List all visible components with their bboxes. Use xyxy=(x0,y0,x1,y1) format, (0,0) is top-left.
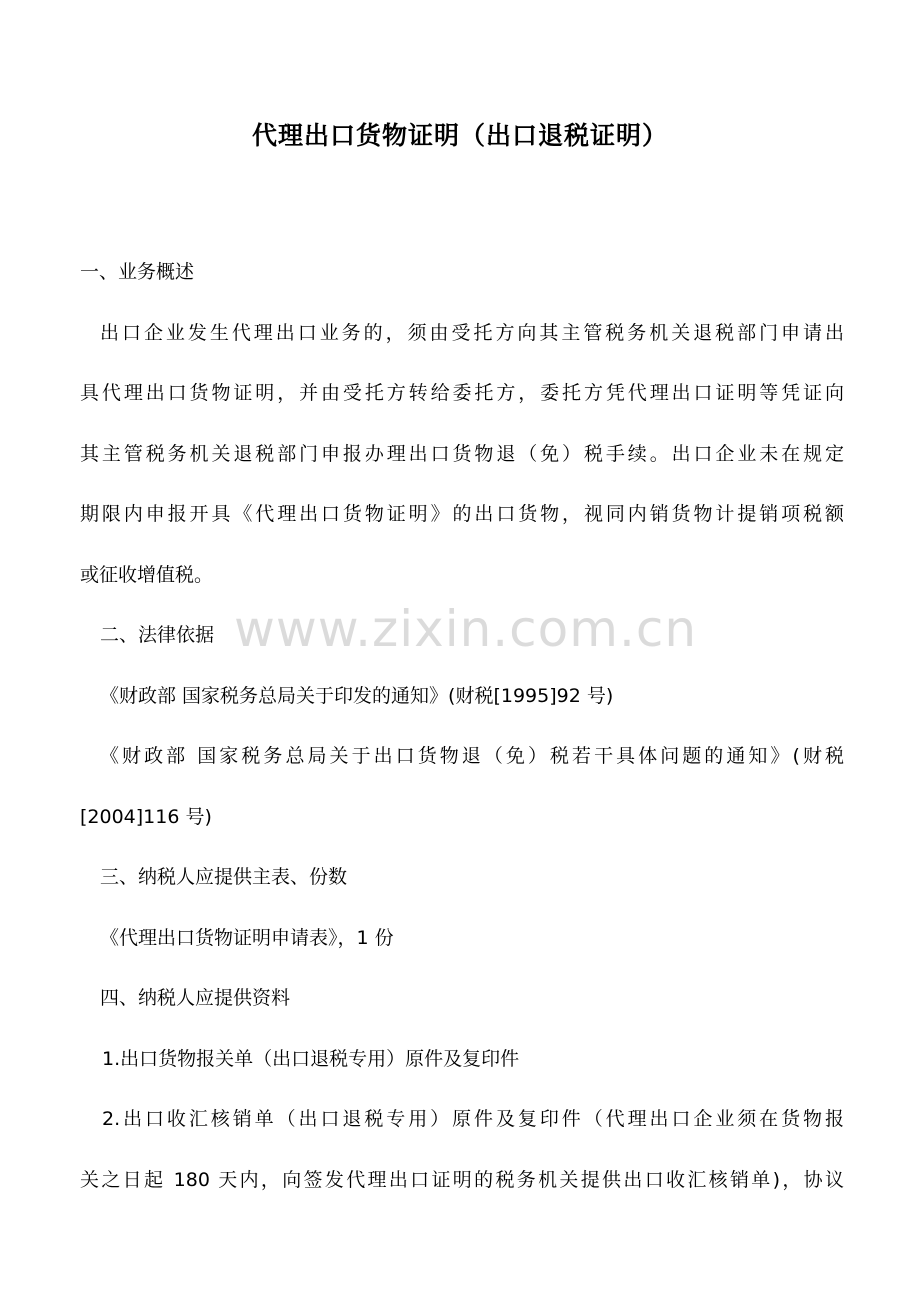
form-item-line: 《代理出口货物证明申请表》，1 份 xyxy=(100,926,394,949)
paragraph-line: 期限内申报开具《代理出口货物证明》的出口货物，视同内销货物计提销项税额 xyxy=(80,503,844,525)
watermark: www.zixin.com.cn xyxy=(234,600,698,658)
paragraph-line: 具代理出口货物证明，并由受托方转给委托方，委托方凭代理出口证明等凭证向 xyxy=(80,382,844,404)
section-heading-materials: 四、纳税人应提供资料 xyxy=(100,987,291,1009)
legal-reference-line: 《财政部 国家税务总局关于印发的通知》(财税[1995]92 号) xyxy=(100,684,614,707)
paragraph-line: 出口企业发生代理出口业务的，须由受托方向其主管税务机关退税部门申请出 xyxy=(100,321,844,344)
section-heading-overview: 一、业务概述 xyxy=(80,261,195,283)
section-heading-legal-basis: 二、法律依据 xyxy=(100,624,215,646)
section-heading-main-forms: 三、纳税人应提供主表、份数 xyxy=(100,866,348,888)
document-body xyxy=(80,252,844,1220)
paragraph-line: 或征收增值税。 xyxy=(80,563,214,586)
legal-reference-line: 《财政部 国家税务总局关于出口货物退（免）税若干具体问题的通知》(财税 xyxy=(100,745,844,767)
document-title: 代理出口货物证明（出口退税证明） xyxy=(251,121,668,150)
legal-reference-line: [2004]116 号) xyxy=(80,805,212,828)
material-item-line: 2.出口收汇核销单（出口退税专用）原件及复印件（代理出口企业须在货物报 xyxy=(102,1108,844,1130)
material-item-line: 关之日起 180 天内，向签发代理出口证明的税务机关提供出口收汇核销单)，协议 xyxy=(80,1168,844,1191)
paragraph-line: 其主管税务机关退税部门申报办理出口货物退（免）税手续。出口企业未在规定 xyxy=(80,442,844,465)
material-item-line: 1.出口货物报关单（出口退税专用）原件及复印件 xyxy=(102,1047,520,1070)
